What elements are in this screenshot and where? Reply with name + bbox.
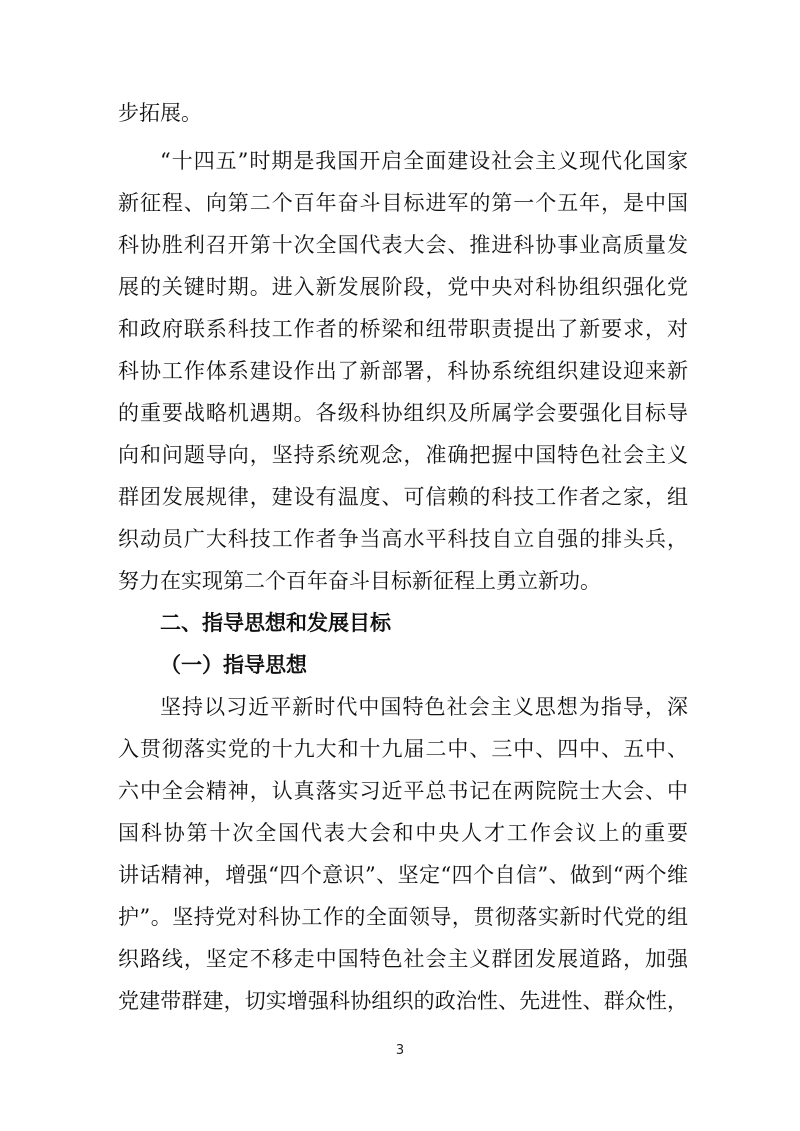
paragraph-line: 国科协第十次全国代表大会和中央人才工作会议上的重要 xyxy=(118,821,688,845)
paragraph-line: 党建带群建，切实增强科协组织的政治性、先进性、群众性， xyxy=(118,989,688,1013)
paragraph-line: 坚持以习近平新时代中国特色社会主义思想为指导，深 xyxy=(160,695,688,719)
paragraph-line: 努力在实现第二个百年奋斗目标新征程上勇立新功。 xyxy=(118,569,601,593)
subsection-heading: （一）指导思想 xyxy=(160,653,307,677)
paragraph-line: 展的关键时期。进入新发展阶段，党中央对科协组织强化党 xyxy=(118,275,688,299)
paragraph-line: 六中全会精神，认真落实习近平总书记在两院院士大会、中 xyxy=(118,779,688,803)
paragraph-line: “十四五”时期是我国开启全面建设社会主义现代化国家 xyxy=(160,149,688,173)
paragraph-line: 的重要战略机遇期。各级科协组织及所属学会要强化目标导 xyxy=(118,401,688,425)
paragraph-line: 织动员广大科技工作者争当高水平科技自立自强的排头兵， xyxy=(118,527,688,551)
paragraph-line: 群团发展规律，建设有温度、可信赖的科技工作者之家，组 xyxy=(118,485,688,509)
paragraph-line: 科协胜利召开第十次全国代表大会、推进科协事业高质量发 xyxy=(118,233,688,257)
paragraph-line: 和政府联系科技工作者的桥梁和纽带职责提出了新要求，对 xyxy=(118,317,688,341)
paragraph-line: 科协工作体系建设作出了新部署，科协系统组织建设迎来新 xyxy=(118,359,688,383)
section-heading: 二、指导思想和发展目标 xyxy=(160,611,391,635)
paragraph-line: 讲话精神，增强“四个意识”、坚定“四个自信”、做到“两个维 xyxy=(118,863,688,887)
paragraph-line: 新征程、向第二个百年奋斗目标进军的第一个五年，是中国 xyxy=(118,191,688,215)
paragraph-line: 护”。坚持党对科协工作的全面领导，贯彻落实新时代党的组 xyxy=(118,905,688,929)
paragraph-line: 织路线，坚定不移走中国特色社会主义群团发展道路，加强 xyxy=(118,947,688,971)
paragraph-line: 步拓展。 xyxy=(118,101,202,125)
page-number: 3 xyxy=(395,1043,405,1058)
paragraph-line: 向和问题导向，坚持系统观念，准确把握中国特色社会主义 xyxy=(118,443,688,467)
paragraph-line: 入贯彻落实党的十九大和十九届二中、三中、四中、五中、 xyxy=(118,737,688,761)
